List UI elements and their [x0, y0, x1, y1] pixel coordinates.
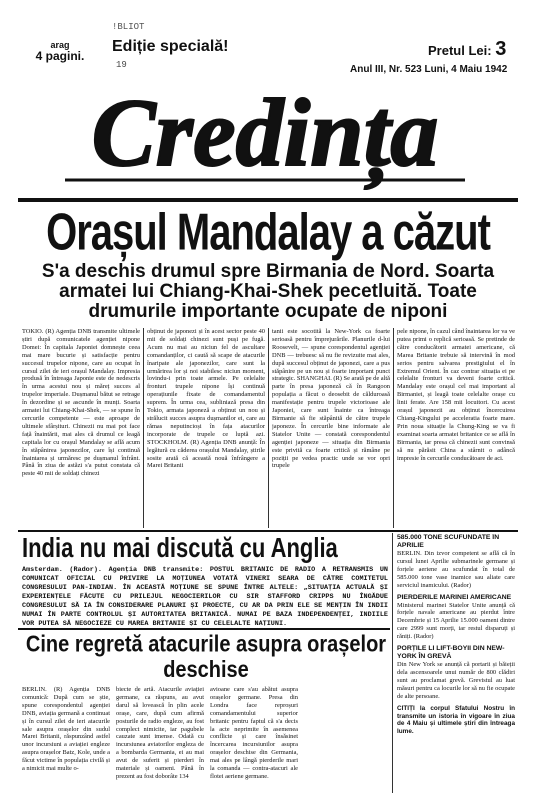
- masthead-text: Credința: [91, 79, 439, 186]
- page-count: [30, 40, 90, 62]
- india-headline: India nu mai discută cu Anglia: [22, 532, 338, 564]
- raids-column-1: BERLIN. (R) Agenția DNB comunică: După cum se știe, spune corespondentul agenției DNB, aviația germană a continuat și în cursul zilei de ieri atacurile sale asupra orașelor din sudul Marei Britanii, răspunzând astfel unor incursiuni a aviației engleze asupra orașelor Batz, Kole, unde a făcut victime în populația civilă și a nimicit mai multe o-: [22, 686, 110, 773]
- section-rule: [18, 628, 390, 630]
- raids-column-2: biecte de artă. Atacurile aviației germane, ca răspuns, au avut darul să lovească în plin acele orașe, care, după cum afirmă posturile de radio engleze, au fost complect nimicite, iar pagubele cauzate sunt imense. Odată cu incursiunea aviatorilor engleza de a bombarda Germania, ei au mai avut de suferit și pierderi în materiale și oameni. Până în prezent au fost doborâte 134: [116, 686, 204, 780]
- page-count-line1: arag: [50, 40, 70, 50]
- column-divider: [143, 328, 144, 528]
- issue-line: Anul III, Nr. 523 Luni, 4 Maiu 1942: [350, 64, 508, 75]
- price-label: Pretul Lei:: [428, 43, 492, 58]
- column-divider: [268, 328, 269, 528]
- sidebar-body-2: Ministerul marinei Statelor Unite anunță că forțele navale americane au pierdut între Decembrie și 15 Aprilie 15.000 oameni dintre care 2999 sunt morți, iar restul disparuți și răniți. (Rador): [397, 601, 515, 641]
- sidebar-heading-3: PORȚILE LI LIFT-BOYII DIN NEW-YORK ÎN GREVĂ: [397, 645, 505, 661]
- price: [428, 38, 506, 61]
- india-body: Amsterdam. (Rador). Agenția DNB transmite: POSTUL BRITANIC DE RADIO A RETRANSMIS UN COMUNICAT OFICIAL CU PRIVIRE LA MOȚIUNEA VOTATĂ VINERI SEARA DE CĂTRE COMITETUL CONGRESULUI PAN-INDIAN. ÎN ACEASTĂ MOȚIUNE SE SPUNE ÎNTRE ALTELE: „SITUAȚIA ACTUALĂ ȘI EXPERIENȚELE FĂCUTE CU PRILEJUL NEGOCIERILOR CU SIR STAFFORD CRIPPS NU ÎNGĂDUE CONGRESULUI SĂ IA ÎN CONSIDERARE PLANURI ȘI PROECTE, CU AR DA PRIN ELE SE MENȚIN ÎN INDII NUMAI ÎN PARTE CONTROLUL ȘI AUTORITATEA BRITANICĂ. NUMAI PE BAZA INDEPENDENȚEI, INDIILE VOR PUTEA SĂ NEGOCIEZE CU MAREA BRITANIE ȘI CU CELELALTE NAȚIUNI.: [22, 566, 388, 626]
- lead-column-2: obținut de japonezi și în acest sector peste 40 mii de soldați chinezi sunt puși pe fugă. Acum nu mai au niciun fel de ascultare comandanților, ci caută să scape de atacurile înaripate ale japonezilor, care sunt la urmărirea lor și noi stabilesc niciun moment, lovindu-i prin toate armele. Pe celelalte fronturi trupele nipone își continuă operațiunile fixate de comandamentul suprem. În urma cea, subliniază presa din Tokio, armata japoneză a obținut un nou și strălucit succes asupra dușmanilor ei, care au rămas neputincioși în fața atacurilor incorporate de trupele ce luptă azi. STOCKHOLM. (R) Agenția DNB anunță: În legătură cu căderea orașului Mandalay, știrile sosite arată că această nouă înfrângere a Marei Britanii: [147, 328, 265, 470]
- raids-column-3: avioane care s'au abătut asupra orașelor germane. Presa din Londra face reproșuri comandamentului superior britanic pentru faptul că s'a decis la acte neprimite în asemenea conflicte și care însăsinet încercarea incursiunilor asupra orașelor deschise din Germania, mai ales pe lângă pierderile mari la comanda — contra-atacuri ale flotei aeriene germane.: [210, 686, 298, 780]
- special-edition-label: Ediție specială!: [112, 38, 229, 55]
- sidebar-body-1: BERLIN. Din izvor competent se află că în cursul lunei Aprilie submarinele germane și forțele aeriene au scufundat în total de 585.000 tone vase inamice sau aliate care serviciul inamicului. (Rador): [397, 550, 515, 589]
- masthead-logo: [60, 70, 470, 190]
- price-value: 3: [495, 38, 507, 60]
- lead-subheadline: S'a deschis drumul spre Birmania de Nord. Soarta armatei lui Chiang-Khai-Shek pecetluită. Toate drumurile importante ocupate de niponi: [41, 261, 495, 322]
- stamp-date: 19: [116, 60, 127, 70]
- sidebar-heading-1: 585.000 TONE SCUFUNDATE ÎN APRILIE: [397, 534, 500, 549]
- lead-column-4: pele nipone, în cazul când înaintarea lor va ve putea primi o replică serioasă. Se pretinde de către conducătorii armatei americane, că Marea Britanie trebuie să intervină în mod serios pentru salvarea prestigiului el în Extremul Orient. În caz contrar situația ei pe celelalte fronturi va deveni foarte critică. Mandalay este orașul cel mai important al Birmaniei, și leagă toate celelalte orașe cu linii ferate. Are 158 mii locuitori. Cu acest orașul japonezii au obținut încercuirea Chiang-Kingului pe acceleratia foarte mare. Prin noua situație la Chung-King se va fi examinat soarta armatei britanice ce se află în Birmania, iar presa că chinezii sunt convinsă să nu părăsit China a stârnit o adâncă impresie în cercurile conducătoare de aci.: [397, 328, 515, 462]
- lead-column-3: tanii este socotită la New-York ca foarte serioasă pentru împrejurările. Planurile d-lui Roosevelt, — spune corespondentul agenției DNB — trebuesc să nu fie revizuite mai ales, după succesul obținut de japonezi, care a pus stăpânire pe un nou și foarte important punct strategic. SHANGHAI. (R) Se arată pe de altă parte în presa japoneză că în Rangoon populația a făcut o deosebit de călduroasă manifestație pentru trupele victorioase ale Japoniei, care sunt înainte ca întreaga Birmanie să fie stăpânită de către trupele japoneze. În cercurile bine informate ale Statelor Unite — constată corespondentul agenției japoneze — situația din Birmania este privită ca foarte critică și rămâne pe poziții pe vedea practic unde se vor opri trupele: [272, 328, 390, 470]
- sidebar-note: CITIȚI la corpul Sfatului Nostru în transmite un istoria în vigoare în ziua de 4 Maiu și ultimele știri din întreaga lume.: [397, 704, 515, 736]
- sidebar-divider: [392, 533, 393, 793]
- page-count-line2: 4 pagini.: [35, 49, 85, 63]
- lead-headline: Orașul Mandalay a căzut: [46, 204, 490, 262]
- sidebar-heading-2: PIERDERILE MARINEI AMERICANE: [397, 593, 512, 601]
- sidebar-body-3: Din New York se anunță că portarii și băieții dela ascensoarele unui număr de 800 clădiri sunt au proclamat grevă. Grevistul au luat măsuri pentru ca locurile lor să nu fie ocupate de alte persoane.: [397, 661, 515, 700]
- library-stamp: !BLIOT: [112, 22, 145, 32]
- raids-headline: Cine regretă atacurile asupra orașelor deschise: [25, 632, 387, 683]
- raids-column-4: [304, 686, 388, 794]
- masthead-rule: [18, 198, 518, 202]
- lead-column-1: TOKIO. (R) Agenția DNB transmite ultimele știri după comunicatele agenției nipone Domei: În capitala Japoniei domnește ceea mai mare bucurie și satisfacție pentru succesul trupelor nipone, care au ocupat în cursul zilei de ieri orașul Mandalay. Impresia produsă în întreaga Japonie este de nedescris în urma acestui nou și măreț succes al trupelor imperiale. Dușmanul bătut se retrage în dezordine și se ascunde în munți. Soarta armatei lui Chiang-Khai-Shek, — se spune în cercurile competente — este aproape de ultimele sfârșituri. Chinezii nu mai pot face față înaintării, mai ales că drumul ce leagă capitala lor cu orașul Mandalay se află acum în stăpânirea japonezilor, care își continuă înaintarea și urmăresc pe dușmanul înfrânt. Până în ziua de astăzi s'a putut constata că peste 40 mii de soldați chinezi: [22, 328, 140, 478]
- column-divider: [393, 328, 394, 528]
- sidebar: [397, 534, 515, 796]
